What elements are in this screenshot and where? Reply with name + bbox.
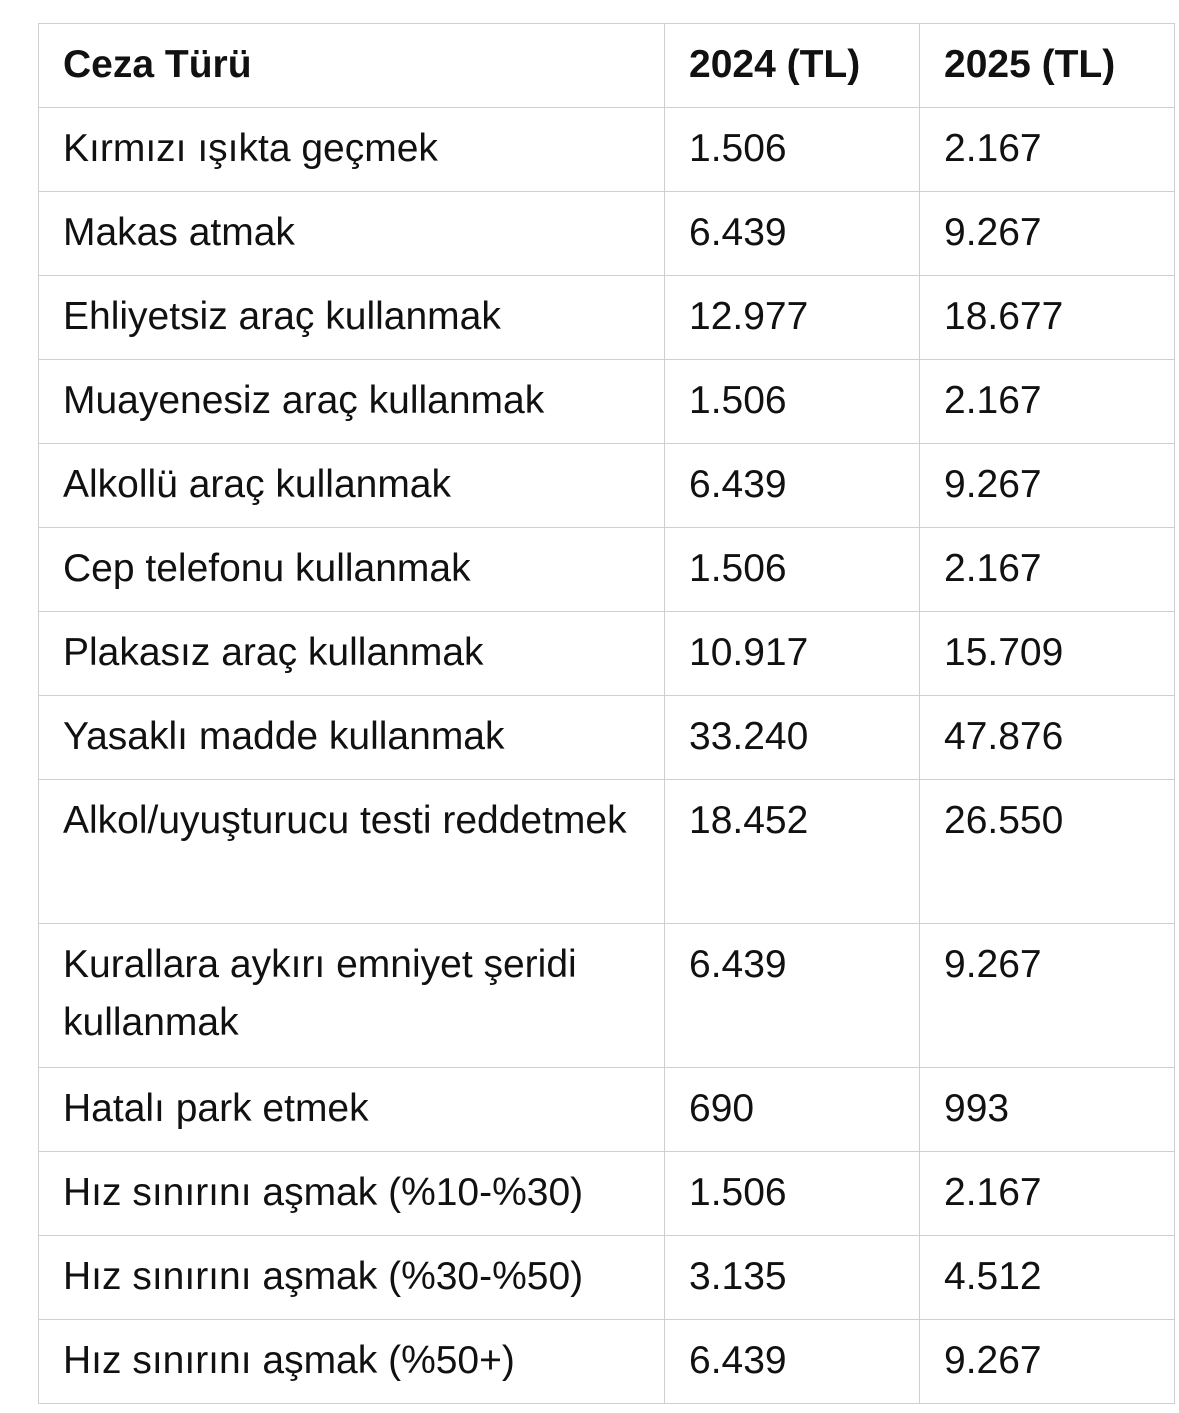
table-row xyxy=(39,780,1175,924)
fine-type-cell: Muayenesiz araç kullanmak xyxy=(39,360,665,444)
table-row xyxy=(39,192,1175,276)
fine-type-cell: Ehliyetsiz araç kullanmak xyxy=(39,276,665,360)
fine-type-cell: Hız sınırını aşmak (%30-%50) xyxy=(39,1236,665,1320)
table-row xyxy=(39,1068,1175,1152)
amount-2024-cell: 1.506 xyxy=(665,1152,920,1236)
fines-table xyxy=(38,23,1175,1404)
amount-2024-cell: 1.506 xyxy=(665,360,920,444)
fine-type-cell: Alkollü araç kullanmak xyxy=(39,444,665,528)
amount-2024-cell: 6.439 xyxy=(665,1320,920,1404)
fine-type-cell: Hız sınırını aşmak (%50+) xyxy=(39,1320,665,1404)
amount-2025-cell: 2.167 xyxy=(920,108,1175,192)
fine-type-cell: Hatalı park etmek xyxy=(39,1068,665,1152)
table-row xyxy=(39,108,1175,192)
amount-2025-cell: 15.709 xyxy=(920,612,1175,696)
amount-2025-cell: 9.267 xyxy=(920,924,1175,1068)
amount-2024-cell: 12.977 xyxy=(665,276,920,360)
amount-2025-cell: 26.550 xyxy=(920,780,1175,924)
table-row xyxy=(39,528,1175,612)
fine-type-cell: Kırmızı ışıkta geçmek xyxy=(39,108,665,192)
table-row xyxy=(39,1320,1175,1404)
amount-2025-cell: 9.267 xyxy=(920,444,1175,528)
table-row xyxy=(39,924,1175,1068)
table-row xyxy=(39,360,1175,444)
table-row xyxy=(39,1236,1175,1320)
table-row xyxy=(39,696,1175,780)
amount-2024-cell: 6.439 xyxy=(665,924,920,1068)
amount-2025-cell: 2.167 xyxy=(920,528,1175,612)
fine-type-cell: Alkol/uyuşturucu testi reddetmek xyxy=(39,780,665,924)
table-row xyxy=(39,1152,1175,1236)
amount-2024-cell: 1.506 xyxy=(665,108,920,192)
fine-type-cell: Makas atmak xyxy=(39,192,665,276)
column-header-2024: 2024 (TL) xyxy=(665,24,920,108)
column-header-fine-type: Ceza Türü xyxy=(39,24,665,108)
amount-2024-cell: 6.439 xyxy=(665,444,920,528)
amount-2024-cell: 1.506 xyxy=(665,528,920,612)
amount-2025-cell: 9.267 xyxy=(920,1320,1175,1404)
amount-2024-cell: 690 xyxy=(665,1068,920,1152)
fine-type-cell: Yasaklı madde kullanmak xyxy=(39,696,665,780)
amount-2025-cell: 4.512 xyxy=(920,1236,1175,1320)
table-header-row xyxy=(39,24,1175,108)
table-row xyxy=(39,612,1175,696)
amount-2024-cell: 6.439 xyxy=(665,192,920,276)
amount-2025-cell: 2.167 xyxy=(920,1152,1175,1236)
table-row xyxy=(39,444,1175,528)
fine-type-cell: Plakasız araç kullanmak xyxy=(39,612,665,696)
amount-2025-cell: 9.267 xyxy=(920,192,1175,276)
amount-2025-cell: 47.876 xyxy=(920,696,1175,780)
amount-2024-cell: 33.240 xyxy=(665,696,920,780)
amount-2025-cell: 18.677 xyxy=(920,276,1175,360)
amount-2025-cell: 993 xyxy=(920,1068,1175,1152)
table-row xyxy=(39,276,1175,360)
amount-2024-cell: 3.135 xyxy=(665,1236,920,1320)
fine-type-cell: Cep telefonu kullanmak xyxy=(39,528,665,612)
amount-2024-cell: 18.452 xyxy=(665,780,920,924)
amount-2024-cell: 10.917 xyxy=(665,612,920,696)
fine-type-cell: Hız sınırını aşmak (%10-%30) xyxy=(39,1152,665,1236)
column-header-2025: 2025 (TL) xyxy=(920,24,1175,108)
amount-2025-cell: 2.167 xyxy=(920,360,1175,444)
fine-type-cell: Kurallara aykırı emniyet şeridi kullanmak xyxy=(39,924,665,1068)
